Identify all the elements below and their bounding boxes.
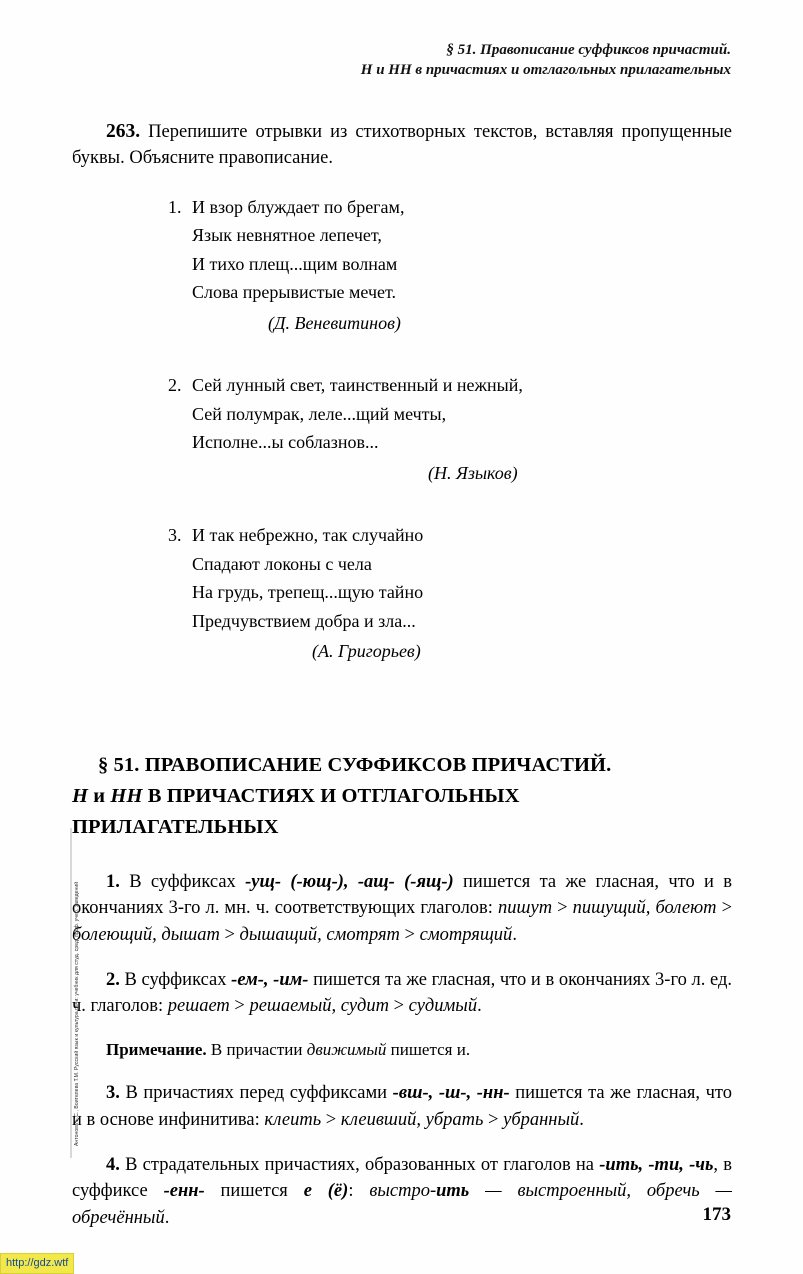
rule-number: 4. — [106, 1154, 120, 1175]
rule-text: В суффиксах -ем-, -им- пишется та же гласная, что и в окончаниях 3-го л. ед. ч. глаголов: решает > решаемый, судит > судимый. — [72, 969, 733, 1016]
poem-author: (Д. Веневитинов) — [268, 312, 401, 333]
item-number: 3. — [168, 525, 182, 545]
section-heading-line-2 — [72, 781, 732, 812]
page-number: 173 — [702, 1204, 731, 1225]
rule-number: 2. — [106, 969, 120, 990]
section-heading-line-3: ПРИЛАГАТЕЛЬНЫХ — [72, 815, 279, 838]
rule-number: 1. — [106, 871, 120, 892]
section-heading-and: и — [88, 784, 111, 807]
exercise-number: 263. — [106, 120, 141, 142]
running-head-line-1: § 51. Правописание суффиксов причастий. — [446, 42, 731, 58]
poem-author: (Н. Языков) — [428, 462, 518, 483]
rule-text: В страдательных причастиях, образованных от глаголов на -ить, -ти, -чь, в суффиксе -енн- пишется е (ё): выстро-ить — выстроенный, обречь — обречённый. — [72, 1154, 733, 1228]
poem-line: И взор блуждает по брегам, — [192, 196, 405, 217]
side-rule — [70, 828, 72, 1158]
poem-line: Сей лунный свет, таинственный и нежный, — [192, 375, 523, 395]
list-item — [72, 193, 732, 338]
poem-line: Исполне...ы соблазнов... — [192, 432, 379, 452]
section-heading-line-1: § 51. ПРАВОПИСАНИЕ СУФФИКСОВ ПРИЧАСТИЙ. — [98, 753, 612, 776]
poem-line: Язык невнятное лепечет, — [192, 225, 382, 245]
poem-line: Сей полумрак, леле...щий мечты, — [192, 403, 447, 424]
section-heading-nn: НН — [110, 784, 143, 807]
page-content — [72, 100, 732, 1246]
rule-item — [72, 869, 732, 949]
side-imprint-text: Антонова Е.С., Воителева Т.М. Русский язык и культура речи: учебник для студ. сред. проф. учеб. заведений — [74, 881, 80, 1146]
item-body — [192, 193, 732, 338]
section-heading-n: Н — [72, 784, 89, 807]
list-item — [72, 521, 732, 666]
item-number: 1. — [168, 196, 182, 217]
rule-text: В суффиксах -ущ- (-ющ-), -ащ- (-ящ-) пишется та же гласная, что и в окончаниях 3-го л. мн. ч. соответствующих глаголов: пишут > пишущий, болеют > болеющий, дышат > дышащий, смотрят > смотрящий. — [72, 871, 733, 945]
poem-line: Спадают локоны с чела — [192, 553, 372, 574]
running-head — [361, 40, 731, 80]
poem-line: На грудь, трепещ...щую тайно — [192, 582, 424, 602]
section-heading — [72, 750, 732, 843]
poem-line: И так небрежно, так случайно — [192, 525, 424, 545]
item-number: 2. — [168, 375, 182, 395]
rule-item — [72, 1152, 732, 1232]
running-head-line-2: Н и НН в причастиях и отглагольных прилагательных — [360, 62, 731, 78]
exercise-instruction: Перепишите отрывки из стихотворных текстов, вставляя пропущенные буквы. Объясните правописание. — [72, 121, 732, 168]
list-item — [72, 371, 732, 487]
exercise-intro — [72, 119, 732, 171]
item-body — [192, 521, 732, 666]
rule-item — [72, 967, 732, 1020]
rule-item — [72, 1080, 732, 1133]
item-body — [192, 371, 732, 487]
watermark-badge: http://gdz.wtf — [0, 1253, 74, 1274]
poem-author: (А. Григорьев) — [312, 641, 421, 661]
exercise-items — [72, 193, 732, 666]
rule-number: 3. — [106, 1083, 120, 1103]
rule-note: Примечание. В причастии движимый пишется и. — [106, 1039, 471, 1059]
section-heading-rest: В ПРИЧАСТИЯХ И ОТГЛАГОЛЬНЫХ — [142, 784, 520, 807]
poem-line: Предчувствием добра и зла... — [192, 610, 416, 631]
rules-list — [72, 869, 732, 1232]
rule-text: В причастиях перед суффиксами -вш-, -ш-, -нн- пишется та же гласная, что и в основе инфинитива: клеить > клеивший, убрать > убранный. — [72, 1083, 732, 1130]
poem-line: Слова прерывистые мечет. — [192, 282, 397, 302]
side-imprint — [62, 828, 78, 1158]
poem-line: И тихо плещ...щим волнам — [192, 253, 398, 274]
section-heading-block — [72, 750, 732, 843]
